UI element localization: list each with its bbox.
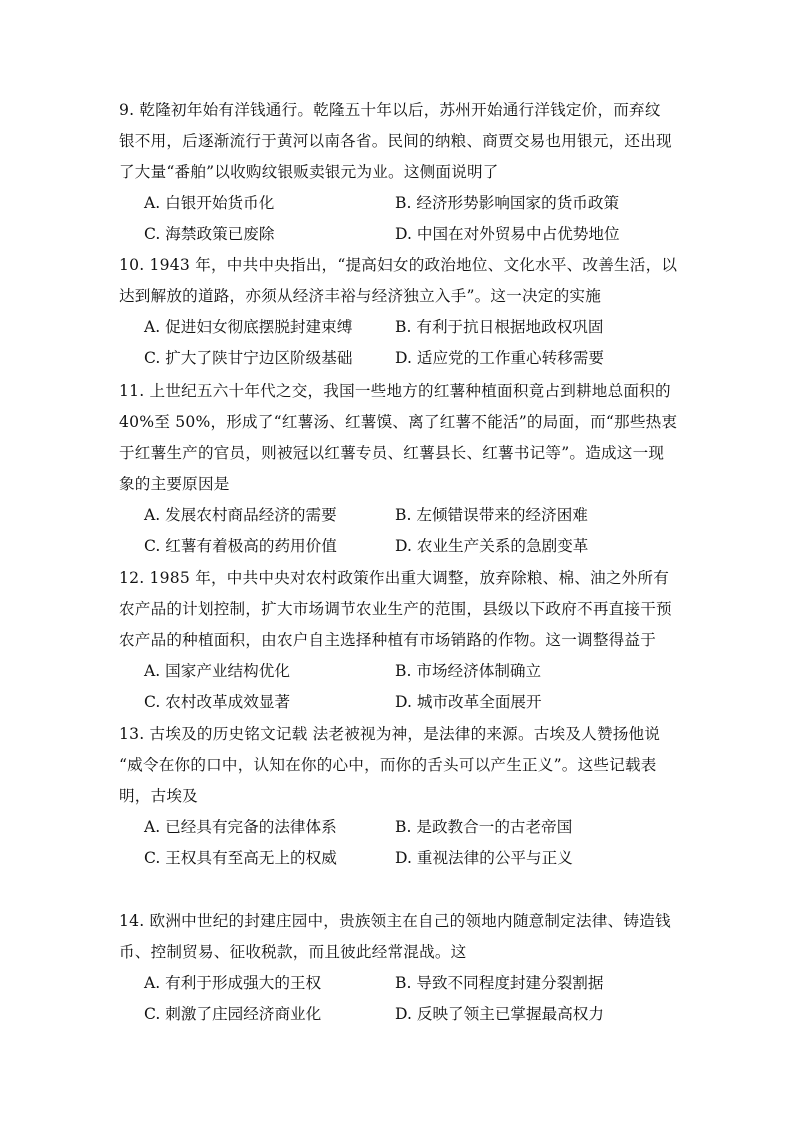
options-row xyxy=(119,312,679,343)
question-text-line: 农产品的计划控制，扩大市场调节农业生产的范围，县级以下政府不再直接干预 xyxy=(119,600,672,618)
question-12 xyxy=(119,563,679,718)
question-text-line: 12. 1985 年，中共中央对农村政策作出重大调整，放弃除粮、棉、油之外所有 xyxy=(119,569,670,587)
options-row xyxy=(119,219,679,250)
option-c[interactable]: C. 王权具有至高无上的权威 xyxy=(144,849,337,867)
question-text-line: 10. 1943 年，中共中央指出，“提高妇女的政治地位、文化水平、改善生活，以 xyxy=(119,256,678,274)
option-a[interactable]: A. 国家产业结构优化 xyxy=(144,662,290,680)
question-text-line: 明，古埃及 xyxy=(119,787,198,805)
option-c[interactable]: C. 刺激了庄园经济商业化 xyxy=(144,1005,322,1023)
question-text-line: 达到解放的道路，亦须从经济丰裕与经济独立入手”。这一决定的实施 xyxy=(119,287,601,305)
question-11 xyxy=(119,376,679,562)
option-c[interactable]: C. 扩大了陕甘宁边区阶级基础 xyxy=(144,349,353,367)
options-row xyxy=(119,531,679,562)
option-b[interactable]: B. 经济形势影响国家的货币政策 xyxy=(395,194,620,212)
option-b[interactable]: B. 导致不同程度封建分裂割据 xyxy=(395,974,604,992)
option-d[interactable]: D. 反映了领主已掌握最高权力 xyxy=(395,1005,604,1023)
question-text-line: 象的主要原因是 xyxy=(119,475,230,493)
options-row xyxy=(119,343,679,374)
option-a[interactable]: A. 有利于形成强大的王权 xyxy=(144,974,322,992)
question-text-line: 农产品的种植面积，由农户自主选择种植有市场销路的作物。这一调整得益于 xyxy=(119,631,656,649)
question-14 xyxy=(119,906,679,1030)
option-c[interactable]: C. 红薯有着极高的药用价值 xyxy=(144,537,337,555)
option-b[interactable]: B. 左倾错误带来的经济困难 xyxy=(395,506,588,524)
question-text-line: “威令在你的口中，认知在你的心中，而你的舌头可以产生正义”。这些记载表 xyxy=(119,756,657,774)
options-row xyxy=(119,188,679,219)
options-row xyxy=(119,812,679,843)
options-row xyxy=(119,968,679,999)
option-b[interactable]: B. 有利于抗日根据地政权巩固 xyxy=(395,318,604,336)
option-d[interactable]: D. 重视法律的公平与正义 xyxy=(395,849,573,867)
option-d[interactable]: D. 城市改革全面展开 xyxy=(395,693,542,711)
question-text-line: 14. 欧洲中世纪的封建庄园中，贵族领主在自己的领地内随意制定法律、铸造钱 xyxy=(119,912,671,930)
option-a[interactable]: A. 发展农村商品经济的需要 xyxy=(144,506,337,524)
question-text-line: 银不用，后逐渐流行于黄河以南各省。民间的纳粮、商贾交易也用银元，还出现 xyxy=(119,132,672,150)
option-b[interactable]: B. 是政教合一的古老帝国 xyxy=(395,818,573,836)
question-text-line: 40%至 50%，形成了“红薯汤、红薯馍、离了红薯不能活”的局面，而“那些热衷 xyxy=(119,413,678,431)
options-row xyxy=(119,687,679,718)
question-text-line: 币、控制贸易、征收税款，而且彼此经常混战。这 xyxy=(119,943,467,961)
option-a[interactable]: A. 已经具有完备的法律体系 xyxy=(144,818,337,836)
question-text-line: 于红薯生产的官员，则被冠以红薯专员、红薯县长、红薯书记等”。造成这一现 xyxy=(119,444,665,462)
options-row xyxy=(119,999,679,1030)
option-c[interactable]: C. 农村改革成效显著 xyxy=(144,693,291,711)
question-text-line: 13. 古埃及的历史铭文记载 法老被视为神，是法律的来源。古埃及人赞扬他说 xyxy=(119,725,661,743)
option-a[interactable]: A. 促进妇女彻底摆脱封建束缚 xyxy=(144,318,353,336)
question-9 xyxy=(119,95,679,250)
option-c[interactable]: C. 海禁政策已废除 xyxy=(144,225,275,243)
question-13 xyxy=(119,719,679,874)
question-text-line: 了大量“番舶”以收购纹银贩卖银元为业。这侧面说明了 xyxy=(119,163,499,181)
options-row xyxy=(119,843,679,874)
options-row xyxy=(119,656,679,687)
option-d[interactable]: D. 中国在对外贸易中占优势地位 xyxy=(395,225,620,243)
question-text-line: 11. 上世纪五六十年代之交，我国一些地方的红薯种植面积竟占到耕地总面积的 xyxy=(119,382,671,400)
option-b[interactable]: B. 市场经济体制确立 xyxy=(395,662,542,680)
question-10 xyxy=(119,250,679,374)
option-a[interactable]: A. 白银开始货币化 xyxy=(144,194,275,212)
option-d[interactable]: D. 适应党的工作重心转移需要 xyxy=(395,349,604,367)
options-row xyxy=(119,500,679,531)
option-d[interactable]: D. 农业生产关系的急剧变革 xyxy=(395,537,589,555)
question-text-line: 9. 乾隆初年始有洋钱通行。乾隆五十年以后，苏州开始通行洋钱定价，而弃纹 xyxy=(119,101,661,119)
